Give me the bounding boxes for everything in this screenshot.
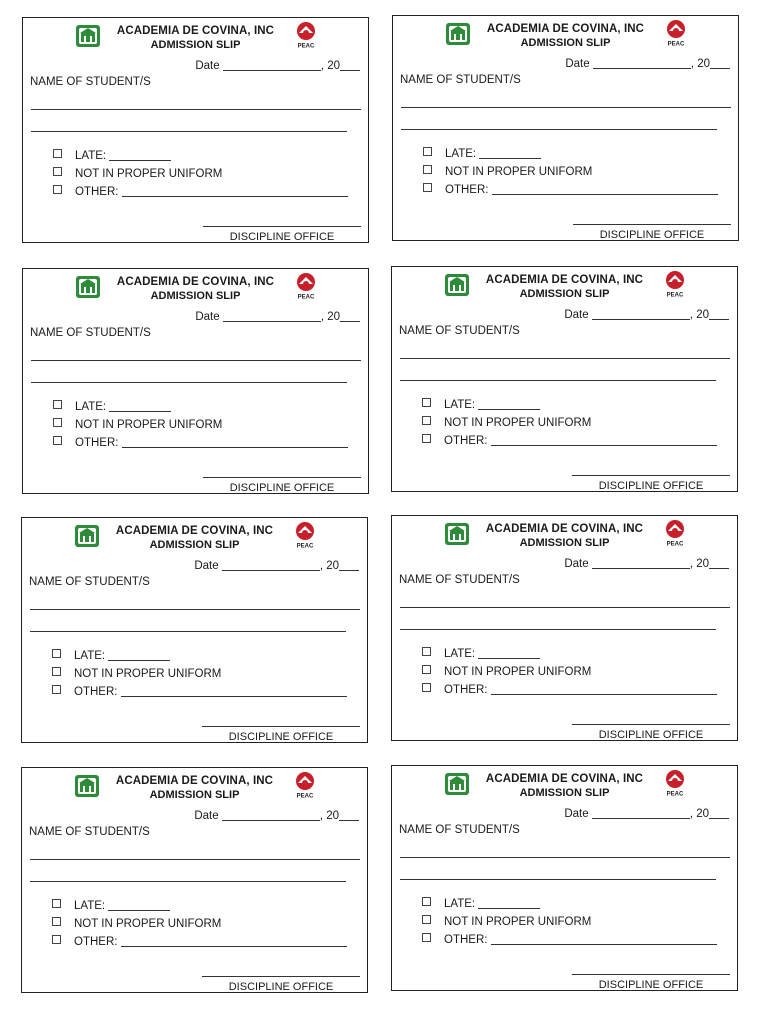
discipline-office-label: DISCIPLINE OFFICE	[228, 731, 334, 743]
year-blank[interactable]	[709, 808, 729, 819]
slip-title: ADMISSION SLIP	[149, 789, 240, 801]
option-other[interactable]	[423, 183, 718, 196]
signature-line[interactable]	[572, 974, 730, 975]
option-late[interactable]	[52, 899, 170, 912]
signature-line[interactable]	[203, 477, 361, 478]
other-blank[interactable]	[122, 437, 348, 448]
option-late[interactable]	[422, 398, 540, 411]
school-seal-icon	[75, 275, 101, 299]
school-seal-icon	[444, 772, 470, 796]
other-blank[interactable]	[491, 435, 717, 446]
peac-logo-text: PEAC	[666, 541, 684, 547]
peac-logo-icon	[664, 769, 686, 797]
school-seal-icon	[444, 273, 470, 297]
date-label: Date	[195, 60, 220, 72]
signature-line[interactable]	[572, 724, 730, 725]
admission-slip	[391, 266, 738, 492]
peac-logo-text: PEAC	[666, 292, 684, 298]
student-name-line-1[interactable]	[400, 857, 730, 858]
school-name: ACADEMIA DE COVINA, INC	[485, 274, 644, 286]
option-other-label: OTHER:	[75, 437, 119, 449]
student-name-line-2[interactable]	[30, 631, 346, 632]
discipline-office-label: DISCIPLINE OFFICE	[228, 981, 334, 993]
checkbox-icon[interactable]	[52, 899, 61, 908]
date-field[interactable]	[194, 560, 359, 572]
checkbox-icon[interactable]	[53, 400, 62, 409]
option-late[interactable]	[423, 147, 541, 160]
date-field[interactable]	[194, 810, 359, 822]
student-name-line-1[interactable]	[30, 859, 360, 860]
school-seal-icon	[74, 524, 100, 548]
date-label: Date	[564, 558, 589, 570]
late-blank[interactable]	[478, 648, 540, 659]
option-uniform[interactable]	[423, 165, 592, 178]
slip-title: ADMISSION SLIP	[149, 539, 240, 551]
date-blank[interactable]	[222, 810, 320, 821]
slip-title: ADMISSION SLIP	[519, 787, 610, 799]
option-late[interactable]	[53, 149, 171, 162]
option-uniform-label: NOT IN PROPER UNIFORM	[444, 916, 592, 928]
checkbox-icon[interactable]	[423, 165, 432, 174]
date-label: Date	[565, 58, 590, 70]
option-uniform-label: NOT IN PROPER UNIFORM	[444, 417, 592, 429]
peac-logo-icon	[664, 270, 686, 298]
year-blank[interactable]	[710, 58, 730, 69]
admission-slip	[392, 15, 739, 241]
admission-slip	[22, 17, 369, 243]
checkbox-icon[interactable]	[422, 665, 431, 674]
student-label: NAME OF STUDENT/S	[399, 325, 520, 337]
date-field[interactable]	[564, 808, 729, 820]
admission-slip	[22, 268, 369, 494]
checkbox-icon[interactable]	[423, 147, 432, 156]
option-other-label: OTHER:	[444, 934, 488, 946]
checkbox-icon[interactable]	[423, 183, 432, 192]
discipline-office-label: DISCIPLINE OFFICE	[229, 482, 335, 494]
student-label: NAME OF STUDENT/S	[399, 824, 520, 836]
late-blank[interactable]	[109, 401, 171, 412]
option-other[interactable]	[52, 935, 347, 948]
year-blank[interactable]	[340, 60, 360, 71]
option-uniform-label: NOT IN PROPER UNIFORM	[445, 166, 593, 178]
other-blank[interactable]	[491, 934, 717, 945]
date-field[interactable]	[565, 58, 730, 70]
date-blank[interactable]	[223, 60, 321, 71]
checkbox-icon[interactable]	[53, 149, 62, 158]
date-label: Date	[194, 560, 219, 572]
checkbox-icon[interactable]	[422, 647, 431, 656]
option-other-label: OTHER:	[445, 184, 489, 196]
checkbox-icon[interactable]	[422, 434, 431, 443]
date-label: Date	[564, 808, 589, 820]
other-blank[interactable]	[492, 184, 718, 195]
other-blank[interactable]	[121, 936, 347, 947]
student-name-line-2[interactable]	[31, 131, 347, 132]
student-label: NAME OF STUDENT/S	[400, 74, 521, 86]
student-name-line-1[interactable]	[400, 607, 730, 608]
option-uniform[interactable]	[52, 667, 221, 680]
date-field[interactable]	[195, 60, 360, 72]
school-name: ACADEMIA DE COVINA, INC	[486, 23, 645, 35]
date-field[interactable]	[564, 309, 729, 321]
date-blank[interactable]	[592, 309, 690, 320]
option-other-label: OTHER:	[74, 686, 118, 698]
admission-slip	[391, 515, 738, 741]
student-name-line-1[interactable]	[31, 360, 361, 361]
student-label: NAME OF STUDENT/S	[30, 76, 151, 88]
peac-logo-icon	[665, 19, 687, 47]
date-blank[interactable]	[593, 58, 691, 69]
signature-line[interactable]	[202, 726, 360, 727]
school-name: ACADEMIA DE COVINA, INC	[116, 276, 275, 288]
student-label: NAME OF STUDENT/S	[399, 574, 520, 586]
option-late[interactable]	[422, 647, 540, 660]
year-blank[interactable]	[709, 309, 729, 320]
late-blank[interactable]	[479, 148, 541, 159]
option-other-label: OTHER:	[75, 186, 119, 198]
option-other-label: OTHER:	[74, 936, 118, 948]
option-other-label: OTHER:	[444, 684, 488, 696]
date-label: Date	[564, 309, 589, 321]
discipline-office-label: DISCIPLINE OFFICE	[598, 480, 704, 492]
other-blank[interactable]	[121, 686, 347, 697]
school-name: ACADEMIA DE COVINA, INC	[116, 25, 275, 37]
school-seal-icon	[445, 22, 471, 46]
peac-logo-icon	[295, 272, 317, 300]
late-blank[interactable]	[478, 898, 540, 909]
discipline-office-label: DISCIPLINE OFFICE	[598, 729, 704, 741]
discipline-office-label: DISCIPLINE OFFICE	[599, 229, 705, 241]
date-suffix: , 20	[690, 58, 710, 70]
peac-logo-text: PEAC	[297, 43, 315, 49]
student-name-line-1[interactable]	[30, 609, 360, 610]
option-uniform-label: NOT IN PROPER UNIFORM	[74, 918, 222, 930]
date-label: Date	[194, 810, 219, 822]
late-blank[interactable]	[108, 650, 170, 661]
option-late-label: LATE:	[75, 150, 107, 162]
slip-title: ADMISSION SLIP	[519, 537, 610, 549]
other-blank[interactable]	[491, 684, 717, 695]
checkbox-icon[interactable]	[422, 897, 431, 906]
student-label: NAME OF STUDENT/S	[29, 826, 150, 838]
option-uniform-label: NOT IN PROPER UNIFORM	[444, 666, 592, 678]
option-uniform-label: NOT IN PROPER UNIFORM	[74, 668, 222, 680]
date-label: Date	[195, 311, 220, 323]
student-label: NAME OF STUDENT/S	[30, 327, 151, 339]
student-name-line-2[interactable]	[400, 380, 716, 381]
school-name: ACADEMIA DE COVINA, INC	[115, 775, 274, 787]
option-uniform[interactable]	[422, 416, 591, 429]
option-late-label: LATE:	[444, 399, 476, 411]
year-blank[interactable]	[339, 560, 359, 571]
admission-slip	[21, 517, 368, 743]
checkbox-icon[interactable]	[53, 436, 62, 445]
discipline-office-label: DISCIPLINE OFFICE	[598, 979, 704, 991]
option-late[interactable]	[53, 400, 171, 413]
option-late[interactable]	[422, 897, 540, 910]
checkbox-icon[interactable]	[422, 915, 431, 924]
peac-logo-icon	[295, 21, 317, 49]
signature-line[interactable]	[573, 224, 731, 225]
checkbox-icon[interactable]	[422, 398, 431, 407]
peac-logo-text: PEAC	[297, 294, 315, 300]
option-uniform[interactable]	[53, 418, 222, 431]
option-uniform[interactable]	[52, 917, 221, 930]
signature-line[interactable]	[203, 226, 361, 227]
student-name-line-1[interactable]	[31, 109, 361, 110]
date-suffix: , 20	[689, 558, 709, 570]
student-name-line-2[interactable]	[401, 129, 717, 130]
checkbox-icon[interactable]	[52, 935, 61, 944]
option-other[interactable]	[422, 434, 717, 447]
school-seal-icon	[75, 24, 101, 48]
date-suffix: , 20	[320, 60, 340, 72]
option-other[interactable]	[422, 933, 717, 946]
option-late-label: LATE:	[445, 148, 477, 160]
peac-logo-text: PEAC	[666, 791, 684, 797]
option-uniform[interactable]	[422, 665, 591, 678]
option-late-label: LATE:	[74, 650, 106, 662]
option-late-label: LATE:	[444, 648, 476, 660]
option-late-label: LATE:	[444, 898, 476, 910]
date-suffix: , 20	[689, 309, 709, 321]
checkbox-icon[interactable]	[52, 685, 61, 694]
option-other[interactable]	[52, 685, 347, 698]
date-blank[interactable]	[222, 560, 320, 571]
date-field[interactable]	[564, 558, 729, 570]
student-label: NAME OF STUDENT/S	[29, 576, 150, 588]
option-uniform-label: NOT IN PROPER UNIFORM	[75, 419, 223, 431]
slip-title: ADMISSION SLIP	[150, 39, 241, 51]
checkbox-icon[interactable]	[53, 167, 62, 176]
peac-logo-text: PEAC	[296, 793, 314, 799]
checkbox-icon[interactable]	[422, 416, 431, 425]
date-field[interactable]	[195, 311, 360, 323]
option-other[interactable]	[53, 436, 348, 449]
other-blank[interactable]	[122, 186, 348, 197]
option-other-label: OTHER:	[444, 435, 488, 447]
slip-title: ADMISSION SLIP	[519, 288, 610, 300]
school-seal-icon	[74, 774, 100, 798]
option-uniform[interactable]	[53, 167, 222, 180]
student-name-line-2[interactable]	[400, 629, 716, 630]
checkbox-icon[interactable]	[52, 917, 61, 926]
slip-title: ADMISSION SLIP	[520, 37, 611, 49]
option-uniform[interactable]	[422, 915, 591, 928]
slip-title: ADMISSION SLIP	[150, 290, 241, 302]
date-blank[interactable]	[592, 558, 690, 569]
date-suffix: , 20	[320, 311, 340, 323]
late-blank[interactable]	[109, 150, 171, 161]
option-other[interactable]	[422, 683, 717, 696]
date-suffix: , 20	[319, 810, 339, 822]
checkbox-icon[interactable]	[422, 933, 431, 942]
date-blank[interactable]	[592, 808, 690, 819]
peac-logo-icon	[664, 519, 686, 547]
peac-logo-icon	[294, 771, 316, 799]
year-blank[interactable]	[340, 311, 360, 322]
student-name-line-2[interactable]	[30, 881, 346, 882]
discipline-office-label: DISCIPLINE OFFICE	[229, 231, 335, 243]
admission-slip	[21, 767, 368, 993]
option-late[interactable]	[52, 649, 170, 662]
student-name-line-1[interactable]	[400, 358, 730, 359]
checkbox-icon[interactable]	[52, 649, 61, 658]
date-suffix: , 20	[319, 560, 339, 572]
date-suffix: , 20	[689, 808, 709, 820]
peac-logo-text: PEAC	[296, 543, 314, 549]
admission-slip	[391, 765, 738, 991]
checkbox-icon[interactable]	[52, 667, 61, 676]
checkbox-icon[interactable]	[53, 185, 62, 194]
option-uniform-label: NOT IN PROPER UNIFORM	[75, 168, 223, 180]
student-name-line-1[interactable]	[401, 107, 731, 108]
signature-line[interactable]	[202, 976, 360, 977]
checkbox-icon[interactable]	[53, 418, 62, 427]
year-blank[interactable]	[709, 558, 729, 569]
late-blank[interactable]	[478, 399, 540, 410]
option-late-label: LATE:	[74, 900, 106, 912]
date-blank[interactable]	[223, 311, 321, 322]
late-blank[interactable]	[108, 900, 170, 911]
school-name: ACADEMIA DE COVINA, INC	[485, 523, 644, 535]
student-name-line-2[interactable]	[31, 382, 347, 383]
school-seal-icon	[444, 522, 470, 546]
school-name: ACADEMIA DE COVINA, INC	[115, 525, 274, 537]
year-blank[interactable]	[339, 810, 359, 821]
school-name: ACADEMIA DE COVINA, INC	[485, 773, 644, 785]
peac-logo-text: PEAC	[667, 41, 685, 47]
option-late-label: LATE:	[75, 401, 107, 413]
option-other[interactable]	[53, 185, 348, 198]
signature-line[interactable]	[572, 475, 730, 476]
peac-logo-icon	[294, 521, 316, 549]
checkbox-icon[interactable]	[422, 683, 431, 692]
student-name-line-2[interactable]	[400, 879, 716, 880]
